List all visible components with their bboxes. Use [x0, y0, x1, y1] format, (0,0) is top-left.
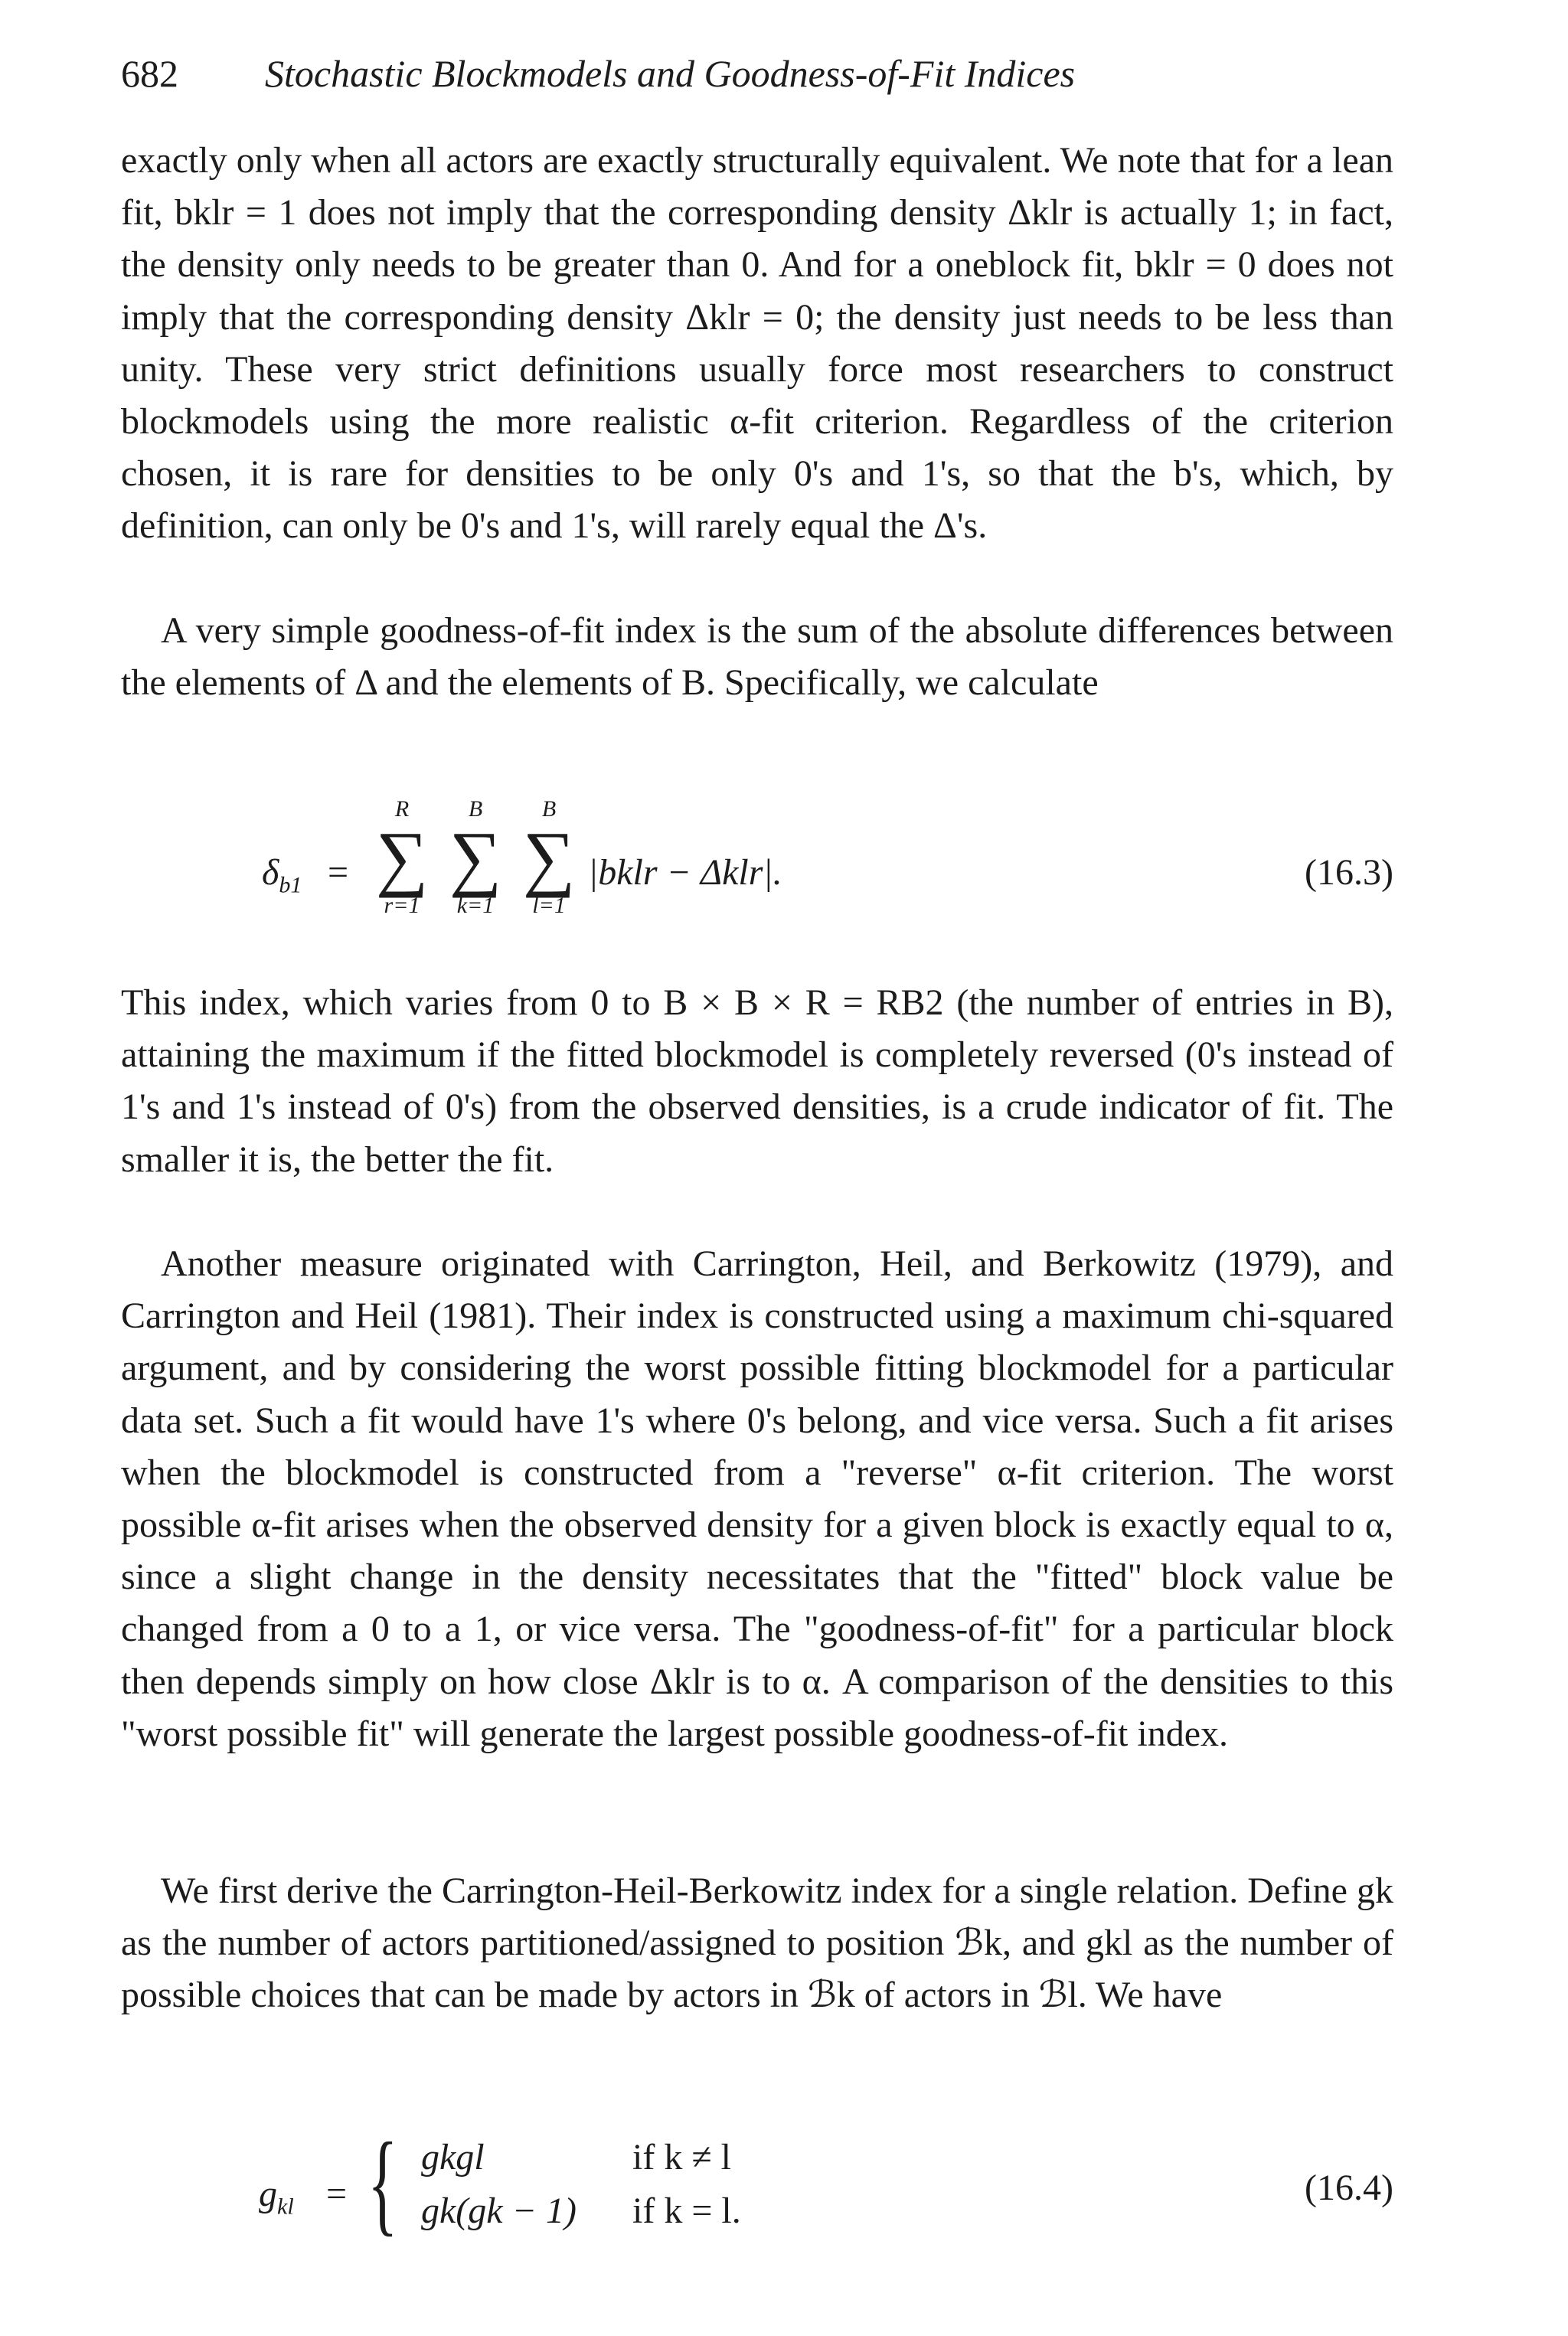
eq1-lhs: $\delta_{b1}$	[262, 852, 302, 898]
eq1-lhs-sub: b1	[279, 872, 302, 898]
eq2-lhs: $g_{kl}$	[259, 2174, 294, 2220]
paragraph-4: Another measure originated with Carrington, Heil, and Berkowitz (1979), and Carrington and Heil (1981). Their index is constructed using a maximum chi-squared argument, and by considering the worst possible fitting blockmodel for a particular data set. Such a fit would have 1's where 0's belong, and vice versa. Such a fit arises when the blockmodel is constructed from a "reverse" α-fit criterion. The worst possible α-fit arises when the observed density for a given block is exactly equal to α, since a slight change in the density necessitates that the "fitted" block value be changed from a 0 to a 1, or vice versa. The "goodness-of-fit" for a particular block then depends simply on how close Δklr is to α. A comparison of the densities to this "worst possible fit" will generate the largest possible goodness-of-fit index.	[121, 1243, 1393, 1754]
running-title: Stochastic Blockmodels and Goodness-of-Fit Indices	[265, 52, 1076, 95]
page-number: 682	[121, 52, 178, 95]
running-header	[121, 51, 1075, 96]
sum-k	[441, 796, 510, 919]
paragraph-2: A very simple goodness-of-fit index is the sum of the absolute differences between the elements of Δ and the elements of B. Specifically, we calculate	[121, 610, 1393, 704]
case1-condition: if k ≠ l	[632, 2137, 731, 2178]
equation-number-16-4: (16.4)	[1305, 2168, 1393, 2208]
equation-16-4	[121, 2119, 1393, 2266]
eq1-summand: |bklr − Δklr|.	[588, 852, 782, 893]
sum-k-lower: k=1	[456, 893, 495, 918]
sigma-icon: ∑	[449, 816, 502, 898]
paragraph-5: We first derive the Carrington-Heil-Berkowitz index for a single relation. Define gk as the number of actors partitioned/assigned to position ℬk, and gkl as the number of possible choices that can be made by actors in ℬk of actors in ℬl. We have	[121, 1870, 1393, 2016]
sum-l-lower: l=1	[532, 893, 566, 918]
equation-16-3	[121, 796, 1393, 949]
left-brace-icon: {	[368, 2119, 398, 2246]
case2-value: gk(gk − 1)	[421, 2191, 577, 2231]
sum-r-upper: R	[394, 796, 410, 822]
sum-r	[368, 796, 436, 919]
equation-number-16-3: (16.3)	[1305, 852, 1393, 893]
sum-l	[514, 796, 583, 919]
sigma-icon: ∑	[375, 816, 429, 898]
paragraph-3: This index, which varies from 0 to B × B × R = RB2 (the number of entries in B), attaining the maximum if the fitted blockmodel is completely reversed (0's instead of 1's and 1's instead of 0's) from the observed densities, is a crude indicator of fit. The smaller it is, the better the fit.	[121, 982, 1393, 1180]
case2-condition: if k = l.	[632, 2191, 741, 2231]
sum-k-upper: B	[468, 796, 483, 822]
eq2-lhs-sub: kl	[277, 2194, 294, 2220]
sum-l-upper: B	[541, 796, 557, 822]
sum-r-lower: r=1	[384, 893, 420, 918]
eq1-equals: =	[328, 852, 349, 893]
sigma-icon: ∑	[522, 816, 576, 898]
paragraph-1: exactly only when all actors are exactly structurally equivalent. We note that for a lean fit, bklr = 1 does not imply that the corresponding density Δklr is actually 1; in fact, the density only needs to be greater than 0. And for a oneblock fit, bklr = 0 does not imply that the corresponding density Δklr = 0; the density just needs to be less than unity. These very strict definitions usually force most researchers to construct blockmodels using the more realistic α-fit criterion. Regardless of the criterion chosen, it is rare for densities to be only 0's and 1's, so that the b's, which, by definition, can only be 0's and 1's, will rarely equal the Δ's.	[121, 140, 1393, 547]
case1-value: gkgl	[421, 2137, 485, 2178]
eq2-equals: =	[326, 2174, 348, 2214]
